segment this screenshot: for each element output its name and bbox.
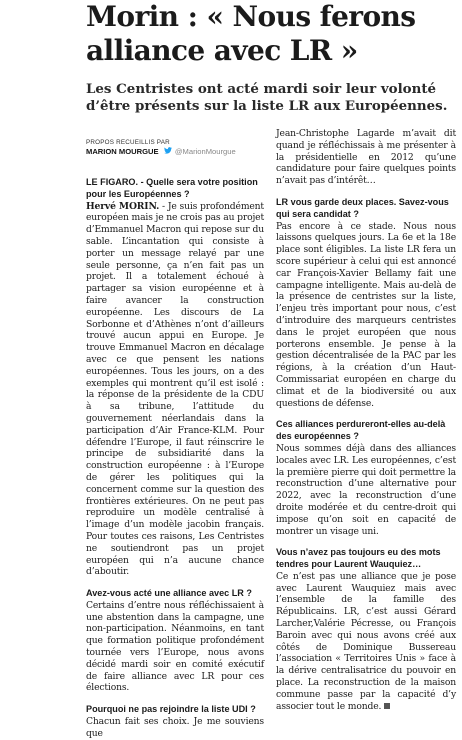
- question-6: Vous n’avez pas toujours eu des mots tendres pour Laurent Wauquiez…: [276, 547, 441, 570]
- answer-3-continued: Jean-Christophe Lagarde m’avait dit quand je réfléchissais à me présenter à la présidentielle en 2012 qu’une candidature pour faire quelques points n’avait pas d’intérêt…: [276, 128, 456, 187]
- answer-1-text: - Je suis profondément européen mais je ne crois pas au projet d’Emmanuel Macron qui repose sur du sable. L’incantation qui consiste à porter un message relayé par une seule personne, ça n’en fait pas un projet. Il a totalement échoué à partager sa vision européenne et à faire avancer la construction européenne. Les discours de La Sorbonne et d’Athènes n’ont d’ailleurs trouvé aucun appui en Europe. Je trouve Emmanuel Macron en décalage avec ce que pensent les nations européennes. Tous les jours, on a des exemples qui montrent qu’il est isolé : la réponse de la présidente de la CDU à sa tribune, l’attitude du gouvernement néerlandais dans la participation d’Air France-KLM. Pour défendre l’Europe, il faut réinscrire le principe de subsidiarité dans la construction européenne : à l’Europe de gérer les politiques qui la concernent comme sur la question des frontières extérieures. On ne peut pas reproduire un modèle centralisé à l’image d’un modèle jacobin français. Pour toutes ces raisons, Les Centristes ne soutiendront pas un projet européen qui n’a aucune chance d’aboutir.: [86, 200, 264, 578]
- end-of-article-mark: [384, 703, 390, 709]
- article-headline: Morin : « Nous ferons alliance avec LR »: [86, 0, 416, 67]
- answer-3: Chacun fait ses choix. Je me souviens que: [86, 716, 264, 739]
- answer-5: Nous sommes déjà dans des alliances locales avec LR. Les européennes, c’est la première pierre qui doit permettre la reconstruction d’une alternative pour 2022, avec la reconstruction d’une droite modérée et du centre-droit qui impose qu’on soit en capacité de montrer un visage uni.: [276, 442, 456, 537]
- byline-author: MARION MOURGUE: [86, 147, 159, 156]
- answer-6: [276, 571, 456, 713]
- answer-1: [86, 201, 264, 579]
- answer-1-speaker: Hervé MORIN.: [86, 200, 160, 212]
- byline-kicker: PROPOS RECUEILLIS PAR: [86, 139, 170, 146]
- article-standfirst: Les Centristes ont acté mardi soir leur volonté d’être présents sur la liste LR aux Européennes.: [86, 81, 448, 114]
- question-3: Pourquoi ne pas rejoindre la liste UDI ?: [86, 704, 256, 715]
- question-4: LR vous garde deux places. Savez-vous qui sera candidat ?: [276, 196, 449, 219]
- answer-6-text: Ce n’est pas une alliance que je pose avec Laurent Wauquiez mais avec l’ensemble de la famille des Républicains. LR, c’est aussi Gérard Larcher,Valérie Pécresse, ou François Baroin avec qui nous avons créé aux côtés de Dominique Bussereau l’association « Territoires Unis » face à la dérive centralisatrice du pouvoir en place. La reconstruction de la maison commune passe par la capacité d’y associer tout le monde.: [276, 570, 456, 712]
- article-column-right: [276, 128, 456, 712]
- question-1: LE FIGARO. - Quelle sera votre position pour les Européennes ?: [86, 177, 258, 199]
- byline-author-row: [86, 147, 256, 157]
- question-5: Ces alliances perdureront-elles au-delà des européennes ?: [276, 419, 446, 442]
- byline-twitter-handle[interactable]: @MarionMourgue: [174, 147, 236, 156]
- question-2: Avez-vous acté une alliance avec LR ?: [86, 588, 252, 599]
- answer-4: Pas encore à ce stade. Nous nous laissons quelques jours. La 6e et la 18e place sont éligibles. La liste LR fera un score supérieur à celui qui est annoncé car François-Xavier Bellamy fait une campagne intelligente. Mais au-delà de la présence de centristes sur la liste, l’enjeu très important pour nous, c’est d’introduire des marqueurs centristes dans le projet européen que nous porterons ensemble. Je pense à la gestion décentralisée de la PAC par les régions, à la création d’un Haut-Commissariat européen en charge du climat et de la biodiversité ou aux questions de défense.: [276, 220, 456, 409]
- byline: [86, 139, 256, 157]
- answer-2: Certains d’entre nous réfléchissaient à une abstention dans la campagne, une non-participation. Néanmoins, en tant que formation politique profondément tournée vers l’Europe, nous avons décidé mardi soir en comité exécutif de faire alliance avec LR pour ces élections.: [86, 599, 264, 694]
- twitter-bird-icon: [164, 147, 172, 154]
- article-column-left: [86, 177, 264, 740]
